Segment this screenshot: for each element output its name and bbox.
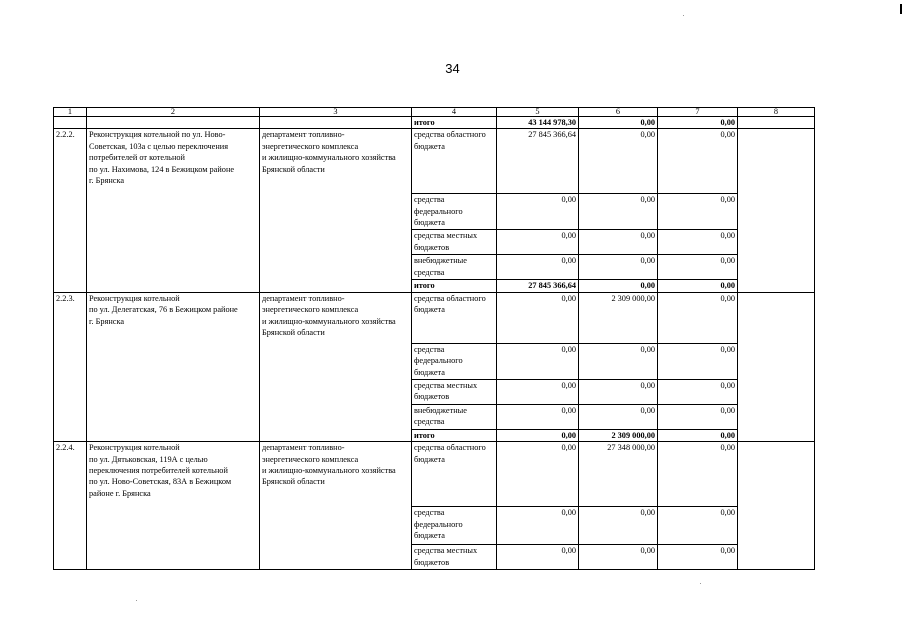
project-name: Реконструкция котельной по ул. Ново- Советская, 103а с целью переключения потребителей от котельной по ул. Нахимова, 124 в Бежицком районе г. Брянска [87,129,260,292]
amount-col6: 0,00 [579,230,658,255]
col8-cell [738,292,815,441]
executor-name: департамент топливно- энергетического комплекса и жилищно-коммунального хозяйства Брянской области [260,442,412,570]
column-header: 1 [54,108,87,117]
table-row [54,129,815,194]
amount-col6: 0,00 [579,343,658,379]
amount-col7: 0,00 [658,280,738,292]
source-cell: внебюджетные средства [412,404,497,429]
amount-col5: 0,00 [497,292,579,343]
project-name: Реконструкция котельной по ул. Дятьковская, 119А с целью переключения потребителей котельной по ул. Ново-Советская, 83А в Бежицком районе г. Брянска [87,442,260,570]
amount-col6: 0,00 [579,404,658,429]
amount-col5: 27 845 366,64 [497,280,579,292]
amount-col7: 0,00 [658,429,738,441]
column-header: 8 [738,108,815,117]
amount-col5: 0,00 [497,194,579,230]
amount-col6: 0,00 [579,129,658,194]
scan-speck [700,583,701,584]
section-code: 2.2.2. [54,129,87,292]
source-cell: средства областного бюджета [412,292,497,343]
page-number: 34 [445,61,460,76]
source-cell: средства областного бюджета [412,129,497,194]
amount-col7: 0,00 [658,194,738,230]
table-row [54,442,815,507]
amount-col5: 0,00 [497,230,579,255]
amount-col5: 0,00 [497,343,579,379]
section-code: 2.2.3. [54,292,87,441]
budget-table [53,107,815,570]
amount-col7: 0,00 [658,343,738,379]
amount-col7: 0,00 [658,292,738,343]
amount-col5: 43 144 978,30 [497,117,579,129]
scan-speck [136,600,137,601]
amount-col7: 0,00 [658,117,738,129]
amount-col6: 0,00 [579,255,658,280]
column-header: 6 [579,108,658,117]
project-name: Реконструкция котельной по ул. Делегатская, 76 в Бежицком районе г. Брянска [87,292,260,441]
amount-col6: 0,00 [579,117,658,129]
amount-col7: 0,00 [658,442,738,507]
source-cell: итого [412,280,497,292]
scan-speck [683,15,684,16]
amount-col7: 0,00 [658,379,738,404]
executor-name: департамент топливно- энергетического комплекса и жилищно-коммунального хозяйства Брянской области [260,292,412,441]
source-cell: итого [412,429,497,441]
source-cell: средства местных бюджетов [412,379,497,404]
amount-col7: 0,00 [658,129,738,194]
source-cell: средства федерального бюджета [412,343,497,379]
column-header: 5 [497,108,579,117]
column-header-row [54,108,815,117]
column-header: 3 [260,108,412,117]
amount-col6: 0,00 [579,507,658,545]
section-code: 2.2.4. [54,442,87,570]
source-cell: средства федерального бюджета [412,194,497,230]
source-cell: средства местных бюджетов [412,545,497,570]
amount-col5: 0,00 [497,442,579,507]
amount-col5: 0,00 [497,255,579,280]
amount-col5: 0,00 [497,507,579,545]
source-cell: средства областного бюджета [412,442,497,507]
amount-col5: 0,00 [497,545,579,570]
source-cell: внебюджетные средства [412,255,497,280]
amount-col5: 0,00 [497,379,579,404]
source-cell: средства федерального бюджета [412,507,497,545]
amount-col5: 27 845 366,64 [497,129,579,194]
amount-col6: 0,00 [579,545,658,570]
amount-col7: 0,00 [658,404,738,429]
carry-over-total-row [54,117,815,129]
source-cell: средства местных бюджетов [412,230,497,255]
amount-col7: 0,00 [658,507,738,545]
amount-col6: 0,00 [579,280,658,292]
amount-col5: 0,00 [497,429,579,441]
amount-col7: 0,00 [658,255,738,280]
amount-col6: 2 309 000,00 [579,429,658,441]
executor-name: департамент топливно- энергетического комплекса и жилищно-коммунального хозяйства Брянской области [260,129,412,292]
column-header: 4 [412,108,497,117]
amount-col6: 27 348 000,00 [579,442,658,507]
source-cell: итого [412,117,497,129]
amount-col5: 0,00 [497,404,579,429]
amount-col7: 0,00 [658,545,738,570]
col8-cell [738,129,815,292]
column-header: 7 [658,108,738,117]
column-header: 2 [87,108,260,117]
amount-col7: 0,00 [658,230,738,255]
table-row [54,292,815,343]
amount-col6: 0,00 [579,194,658,230]
amount-col6: 0,00 [579,379,658,404]
col8-cell [738,442,815,570]
scan-edge-mark [900,4,902,14]
amount-col6: 2 309 000,00 [579,292,658,343]
